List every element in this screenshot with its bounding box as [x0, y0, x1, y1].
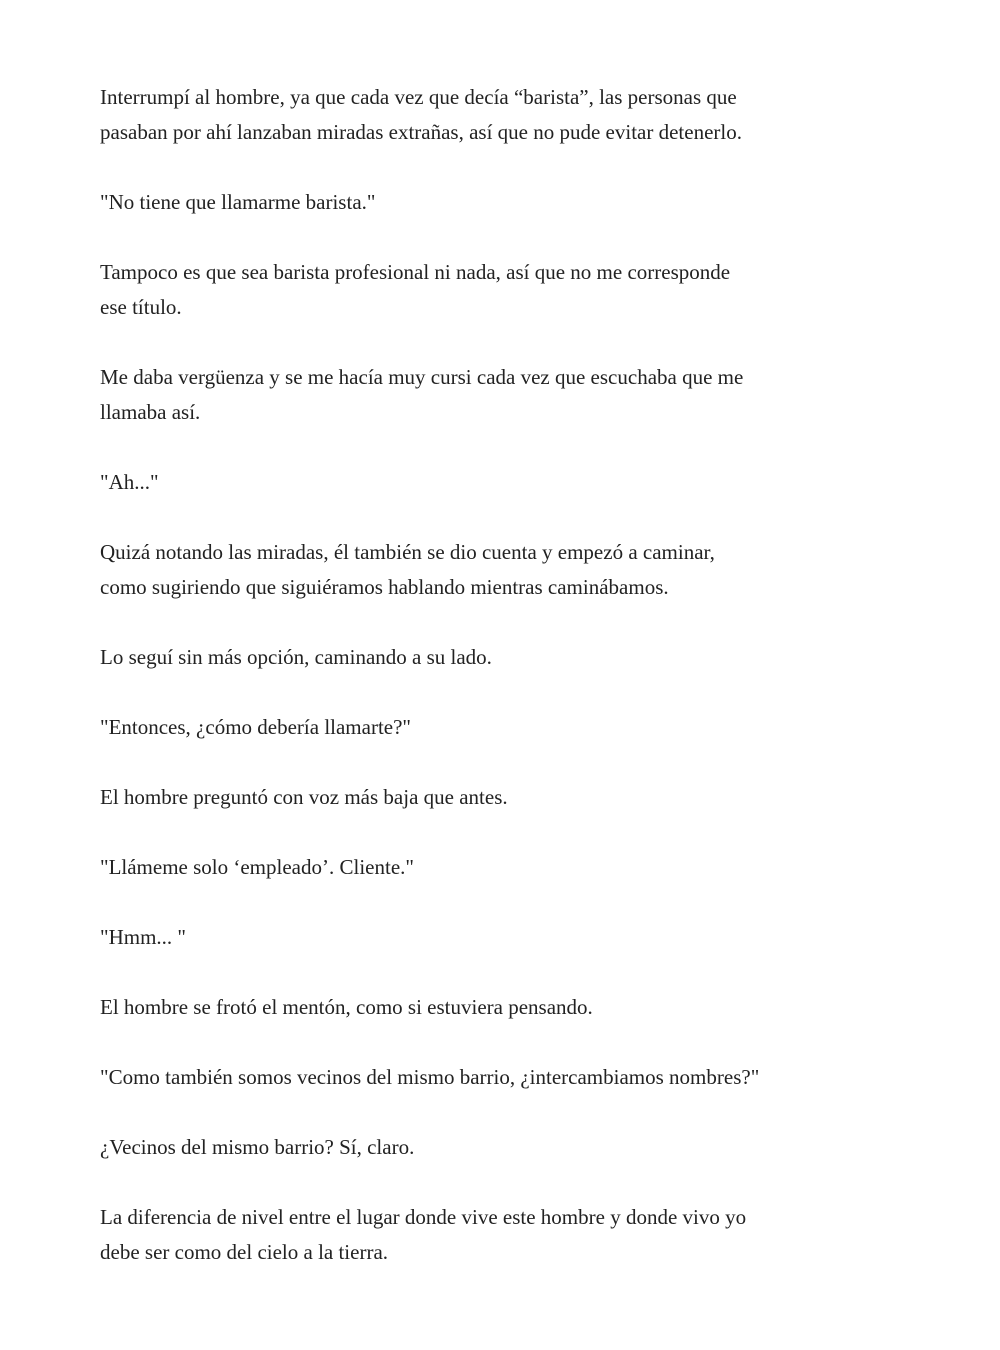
text-line: Lo seguí sin más opción, caminando a su lado.	[100, 645, 492, 669]
paragraph	[100, 465, 920, 500]
paragraph	[100, 80, 920, 150]
paragraph	[100, 710, 920, 745]
text-line: "Entonces, ¿cómo debería llamarte?"	[100, 715, 412, 739]
paragraph	[100, 850, 920, 885]
paragraph	[100, 640, 920, 675]
paragraph	[100, 990, 920, 1025]
paragraph	[100, 255, 920, 325]
paragraph	[100, 920, 920, 955]
text-line: Tampoco es que sea barista profesional ni nada, así que no me corresponde	[100, 260, 731, 284]
paragraph	[100, 780, 920, 815]
text-line: pasaban por ahí lanzaban miradas extrañas, así que no pude evitar detenerlo.	[100, 120, 742, 144]
text-line: como sugiriendo que siguiéramos hablando mientras caminábamos.	[100, 575, 669, 599]
text-line: "Como también somos vecinos del mismo barrio, ¿intercambiamos nombres?"	[100, 1065, 760, 1089]
paragraph	[100, 360, 920, 430]
paragraph	[100, 535, 920, 605]
text-line: ese título.	[100, 295, 182, 319]
text-line: ¿Vecinos del mismo barrio? Sí, claro.	[100, 1135, 415, 1159]
paragraph	[100, 185, 920, 220]
paragraph	[100, 1200, 920, 1270]
paragraph	[100, 1060, 920, 1095]
text-line: "Llámeme solo ‘empleado’. Cliente."	[100, 855, 414, 879]
paragraph	[100, 1130, 920, 1165]
text-line: "Ah..."	[100, 470, 159, 494]
text-line: "Hmm... "	[100, 925, 186, 949]
text-line: llamaba así.	[100, 400, 201, 424]
text-line: La diferencia de nivel entre el lugar donde vive este hombre y donde vivo yo	[100, 1205, 747, 1229]
document-body	[100, 80, 920, 1305]
text-line: Quizá notando las miradas, él también se dio cuenta y empezó a caminar,	[100, 540, 715, 564]
text-line: Interrumpí al hombre, ya que cada vez que decía “barista”, las personas que	[100, 85, 737, 109]
text-line: El hombre preguntó con voz más baja que antes.	[100, 785, 508, 809]
text-line: "No tiene que llamarme barista."	[100, 190, 376, 214]
text-line: El hombre se frotó el mentón, como si estuviera pensando.	[100, 995, 593, 1019]
text-line: debe ser como del cielo a la tierra.	[100, 1240, 389, 1264]
text-line: Me daba vergüenza y se me hacía muy cursi cada vez que escuchaba que me	[100, 365, 744, 389]
